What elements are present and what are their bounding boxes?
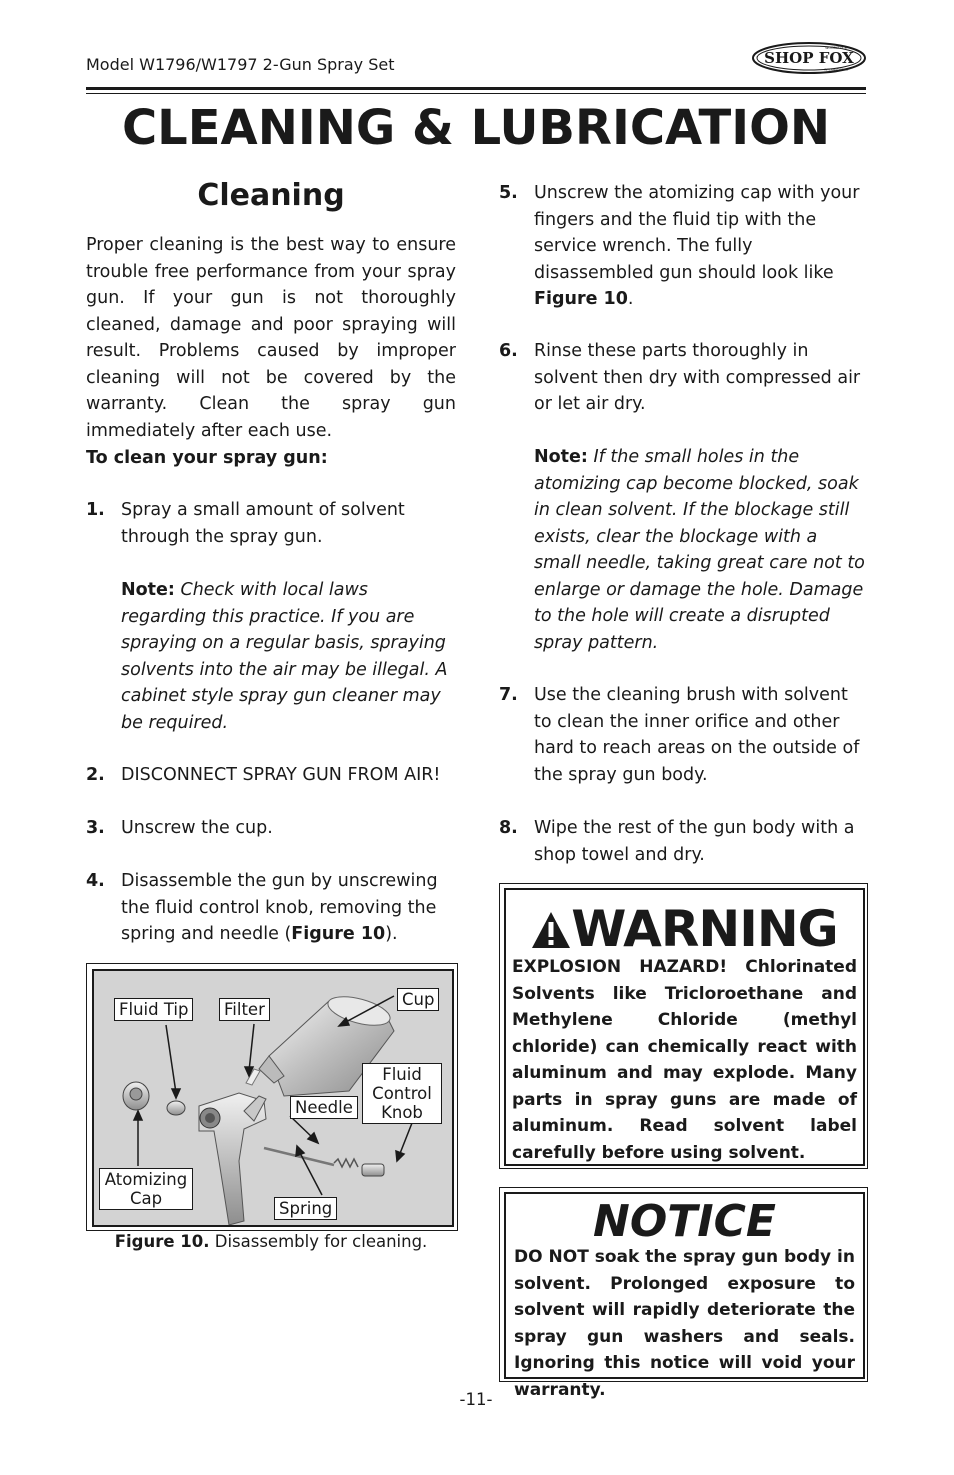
warning-inner bbox=[504, 888, 865, 1166]
step-text-b: ). bbox=[385, 924, 398, 944]
atomizing-cap-shape bbox=[123, 1082, 149, 1110]
step-6 bbox=[499, 338, 866, 658]
step-4 bbox=[86, 868, 456, 948]
warning-box bbox=[499, 883, 868, 1169]
knob-line-1: Fluid bbox=[382, 1065, 422, 1084]
step-text-b: . bbox=[627, 289, 634, 309]
knob-line-2: Control bbox=[372, 1084, 432, 1103]
step-text bbox=[121, 868, 456, 948]
step-text: Spray a small amount of solvent through the spray gun. bbox=[121, 500, 405, 547]
step-text-a: Unscrew the atomizing cap with your fingers and the fluid tip with the service wrench. The fully disassembled gun should look like bbox=[534, 183, 860, 283]
step-number: 2. bbox=[86, 765, 105, 785]
step-note bbox=[121, 577, 456, 736]
label-spring: Spring bbox=[274, 1197, 337, 1220]
step-3 bbox=[86, 815, 456, 842]
intro-paragraph: Proper cleaning is the best way to ensure trouble free performance from your spray gun. If your gun is not thoroughly cleaned, damage and poor spraying will result. Problems caused by improper cleaning will not be covered by the warranty. Clean the spray gun immediately after each use. bbox=[86, 235, 456, 441]
warning-text: EXPLOSION HAZARD! Chlorinated Solvents like Tricloroethane and Methylene Chloride (methyl chloride) can chemically react with aluminum and may explode. Many parts in spray guns are made of aluminum. Read solvent label carefully before using solvent. bbox=[512, 957, 857, 1163]
caption-text: Disassembly for cleaning. bbox=[209, 1232, 428, 1251]
knob-line-3: Knob bbox=[381, 1103, 423, 1122]
note-text: If the small holes in the atomizing cap become blocked, soak in clean solvent. If the blockage still exists, clear the blockage with a small needle, taking great care not to enlarge or damage the hole. Damage to the hole will create a disrupted spray pattern. bbox=[534, 447, 865, 653]
notice-text: DO NOT soak the spray gun body in solvent. Prolonged exposure to solvent will rapidly deteriorate the spray gun washers and seals. Ignoring this notice will void your warranty. bbox=[514, 1247, 855, 1400]
page-number: -11- bbox=[459, 1390, 493, 1409]
step-note bbox=[534, 444, 866, 656]
figure-ref: Figure 10 bbox=[291, 924, 386, 944]
step-number: 4. bbox=[86, 871, 105, 891]
step-text: Wipe the rest of the gun body with a shop towel and dry. bbox=[534, 818, 855, 865]
header-rule bbox=[86, 87, 866, 90]
step-number: 8. bbox=[499, 818, 518, 838]
section-title: Cleaning bbox=[197, 178, 345, 213]
note-label: Note: bbox=[534, 447, 588, 467]
label-cup: Cup bbox=[397, 988, 439, 1011]
warning-triangle-icon bbox=[531, 910, 571, 950]
header-model: Model W1796/W1797 2-Gun Spray Set bbox=[86, 55, 395, 74]
step-text: Use the cleaning brush with solvent to clean the inner orifice and other hard to reach areas on the outside of the spray gun body. bbox=[534, 685, 860, 785]
warning-word: WARNING bbox=[571, 900, 838, 958]
procedure-heading: To clean your spray gun: bbox=[86, 448, 328, 468]
notice-inner bbox=[504, 1192, 865, 1400]
step-number: 5. bbox=[499, 183, 518, 203]
step-number: 1. bbox=[86, 500, 105, 520]
step-8 bbox=[499, 815, 866, 871]
shop-fox-logo bbox=[752, 42, 866, 74]
warning-title bbox=[506, 900, 863, 958]
label-needle: Needle bbox=[290, 1096, 358, 1119]
step-text bbox=[534, 180, 866, 313]
label-fluid-tip: Fluid Tip bbox=[114, 998, 193, 1021]
notice-title: NOTICE bbox=[593, 1196, 776, 1247]
caption-label: Figure 10. bbox=[114, 1232, 210, 1251]
step-text: Rinse these parts thoroughly in solvent then dry with compressed air or let air dry. bbox=[534, 341, 861, 414]
figure-10 bbox=[86, 963, 458, 1231]
step-1 bbox=[86, 497, 456, 737]
cap-line-1: Atomizing bbox=[104, 1170, 188, 1189]
step-number: 6. bbox=[499, 341, 518, 361]
step-text-a: Disassemble the gun by unscrewing the fluid control knob, removing the spring and needle ( bbox=[121, 871, 438, 944]
notice-box bbox=[499, 1187, 868, 1400]
figure-caption bbox=[86, 1232, 456, 1251]
step-text: Unscrew the cup. bbox=[121, 818, 273, 838]
page-title: CLEANING & LUBRICATION bbox=[121, 100, 831, 156]
step-text: DISCONNECT SPRAY GUN FROM AIR! bbox=[121, 765, 441, 785]
note-text: Check with local laws regarding this practice. If you are spraying on a regular basis, spraying solvents into the air may be illegal. A cabinet style spray gun cleaner may be required. bbox=[121, 580, 448, 733]
figure-photo bbox=[92, 969, 454, 1227]
step-5 bbox=[499, 180, 866, 315]
cap-line-2: Cap bbox=[129, 1189, 163, 1208]
step-7 bbox=[499, 682, 866, 792]
note-label: Note: bbox=[121, 580, 175, 600]
fluid-tip-shape bbox=[167, 1101, 185, 1115]
step-number: 3. bbox=[86, 818, 105, 838]
label-filter: Filter bbox=[219, 998, 270, 1021]
logo-text: SHOP FOX bbox=[764, 49, 854, 67]
label-fluid-control-knob bbox=[362, 1063, 442, 1124]
header-rule-thin bbox=[86, 93, 866, 94]
step-2 bbox=[86, 762, 456, 789]
step-number: 7. bbox=[499, 685, 518, 705]
figure-ref: Figure 10 bbox=[534, 289, 628, 309]
fluid-control-knob-shape bbox=[362, 1164, 384, 1176]
logo-small-top: WOODSTOCK bbox=[825, 46, 847, 50]
logo-small-bottom: INTERNATIONAL bbox=[823, 67, 849, 72]
label-atomizing-cap bbox=[99, 1168, 193, 1210]
